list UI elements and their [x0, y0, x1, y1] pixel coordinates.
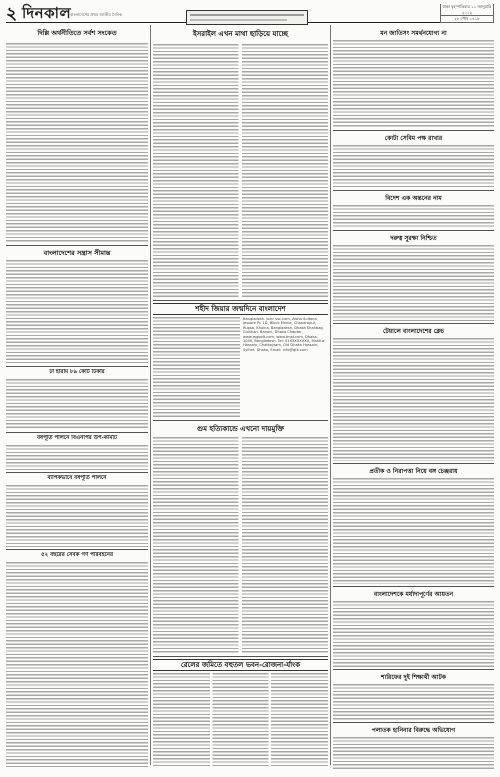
- article-body: [333, 40, 494, 128]
- article-center-mid: [153, 303, 328, 418]
- column-rule: [150, 25, 151, 765]
- headline: মন জাতিসং সমর্থনযোগ্য না: [380, 30, 447, 37]
- article-left-small4: [6, 552, 148, 767]
- divider: [6, 245, 148, 246]
- masthead: [6, 4, 494, 23]
- newspaper-logo: দিনকাল: [22, 4, 72, 22]
- article-center-top: [153, 28, 328, 298]
- divider: [153, 300, 328, 301]
- headline: শারিফের দুই শিক্ষার্থী আটক: [381, 674, 446, 681]
- dateline: [440, 4, 494, 23]
- headline: শহীদ জিয়ার জন্মদিনে বাংলাদেশ: [153, 303, 328, 315]
- article-left-small3: [6, 475, 148, 547]
- divider: [333, 323, 494, 324]
- article-body: [153, 317, 240, 418]
- article-body: [153, 437, 328, 653]
- page-number: ২: [6, 4, 18, 24]
- article-body: [333, 684, 494, 720]
- article-right-8: [333, 672, 494, 720]
- headline: প্রতীক ও নিরাপত্তা নিয়ে বঙ্গ চেঞ্জরায়: [369, 468, 458, 475]
- headline: বাংলাদেশের সন্ত্রাস সীমান্ত: [43, 249, 111, 257]
- article-body: [6, 562, 148, 767]
- headline: পলাতক হানিনার বিরুদ্ধে অভিযোগ: [371, 727, 456, 734]
- divider: [333, 230, 494, 231]
- article-right-3: [333, 193, 494, 228]
- article-body: [153, 44, 328, 298]
- article-body: [6, 260, 148, 363]
- divider: [333, 130, 494, 131]
- article-right-6: [333, 466, 494, 584]
- article-right-5: [333, 326, 494, 461]
- article-right-9: [333, 725, 494, 770]
- column-rule: [330, 25, 331, 765]
- article-body: [333, 245, 494, 321]
- headline: দরুত্ব সুরক্ষা নিশ্চিত: [390, 235, 437, 242]
- article-center-bottom: [153, 659, 328, 767]
- headline: ইসরাইল এখন মাথা ছাড়িয়ে যাচ্ছে: [192, 29, 289, 38]
- article-body: [153, 673, 328, 767]
- divider: [333, 722, 494, 723]
- article-right-1: [333, 28, 494, 128]
- divider: [6, 432, 148, 433]
- headline: ঢা হারাম ৮৯ কোর্ট টিকার: [49, 369, 105, 375]
- article-right-7: [333, 589, 494, 667]
- headline: রেলের জমিতে বহুতল ভবন-রোজনা-র্যাংক: [153, 659, 328, 671]
- article-left-top: [6, 28, 148, 243]
- masthead-ad: [186, 10, 308, 25]
- headline: বর্ষপূর্তি পালনে বিএনপির উপ-কমিটি: [37, 435, 117, 441]
- divider: [333, 463, 494, 464]
- article-body: [333, 478, 494, 584]
- divider: [153, 420, 328, 421]
- headline: বাংলাদেশকে মর্যাদাপূর্ণের আয়তন: [373, 591, 454, 598]
- article-body: [333, 601, 494, 667]
- article-right-4: [333, 233, 494, 321]
- article-body: [6, 445, 148, 470]
- divider: [333, 586, 494, 587]
- headline: গুম হত্যিকান্ডে এখনো দায়মুক্তি: [196, 424, 285, 433]
- article-body: [333, 737, 494, 770]
- article-right-2: [333, 133, 494, 188]
- article-left-mid: [6, 248, 148, 363]
- article-body: [6, 485, 148, 547]
- headline: বিদেশ এক অন্তনের নাম: [385, 195, 442, 202]
- headline: ৫২ বছরের সেবক গণ পরিবহনের: [41, 552, 113, 558]
- article-body: [333, 338, 494, 461]
- article-body: [333, 145, 494, 188]
- byline: [6, 37, 148, 42]
- headline: টেয়ালে বাংলাদেশের ক্লেচ: [382, 328, 445, 335]
- english-text-block: Bangladesh. Join: ssc.com, Aisha Sultana, Jessore Pr. 1D, Block Mnine, Chandrapur, Rupsa, Khulna, Bangladesh. Dhaka Shahbag, Gulshan, Banani, Dhaka Chapter, www.mgsoft.com, www.tmst.com, Dhaka-1000, Bangladesh. Tel: 01XXXXXXXX, Mahfuz Hossain, Chattogram, Old Dhaka Hossain, Sylhet. Dhaka, Email: info@gtk.com: [243, 317, 325, 352]
- divider: [333, 669, 494, 670]
- article-body: [333, 205, 494, 228]
- article-body: [6, 43, 148, 243]
- headline: ব্যাপকভাবে বর্ষপূর্তি পালনে: [47, 475, 107, 481]
- divider: [153, 656, 328, 657]
- article-body: [6, 379, 148, 429]
- divider: [6, 472, 148, 473]
- headline: দিল্লি অর্থনীতিতে সর্বশ সংকেত: [37, 29, 117, 37]
- divider: [6, 549, 148, 550]
- date-gregorian: ঢাকা বৃহস্পতিবার ১১ জানুয়ারি ২০১২: [442, 4, 492, 15]
- divider: [6, 366, 148, 367]
- newspaper-tagline: বাংলাদেশের প্রথম জাতীয় দৈনিক: [70, 12, 123, 17]
- article-left-small2: [6, 435, 148, 470]
- byline: [153, 38, 328, 43]
- headline: কোটা সেবিম পক্ষ রাখার: [384, 135, 443, 142]
- date-bengali: ২৮ পৌষ ১৪১৮: [441, 16, 493, 23]
- article-center-low: [153, 423, 328, 653]
- divider: [333, 190, 494, 191]
- article-left-small1: [6, 369, 148, 429]
